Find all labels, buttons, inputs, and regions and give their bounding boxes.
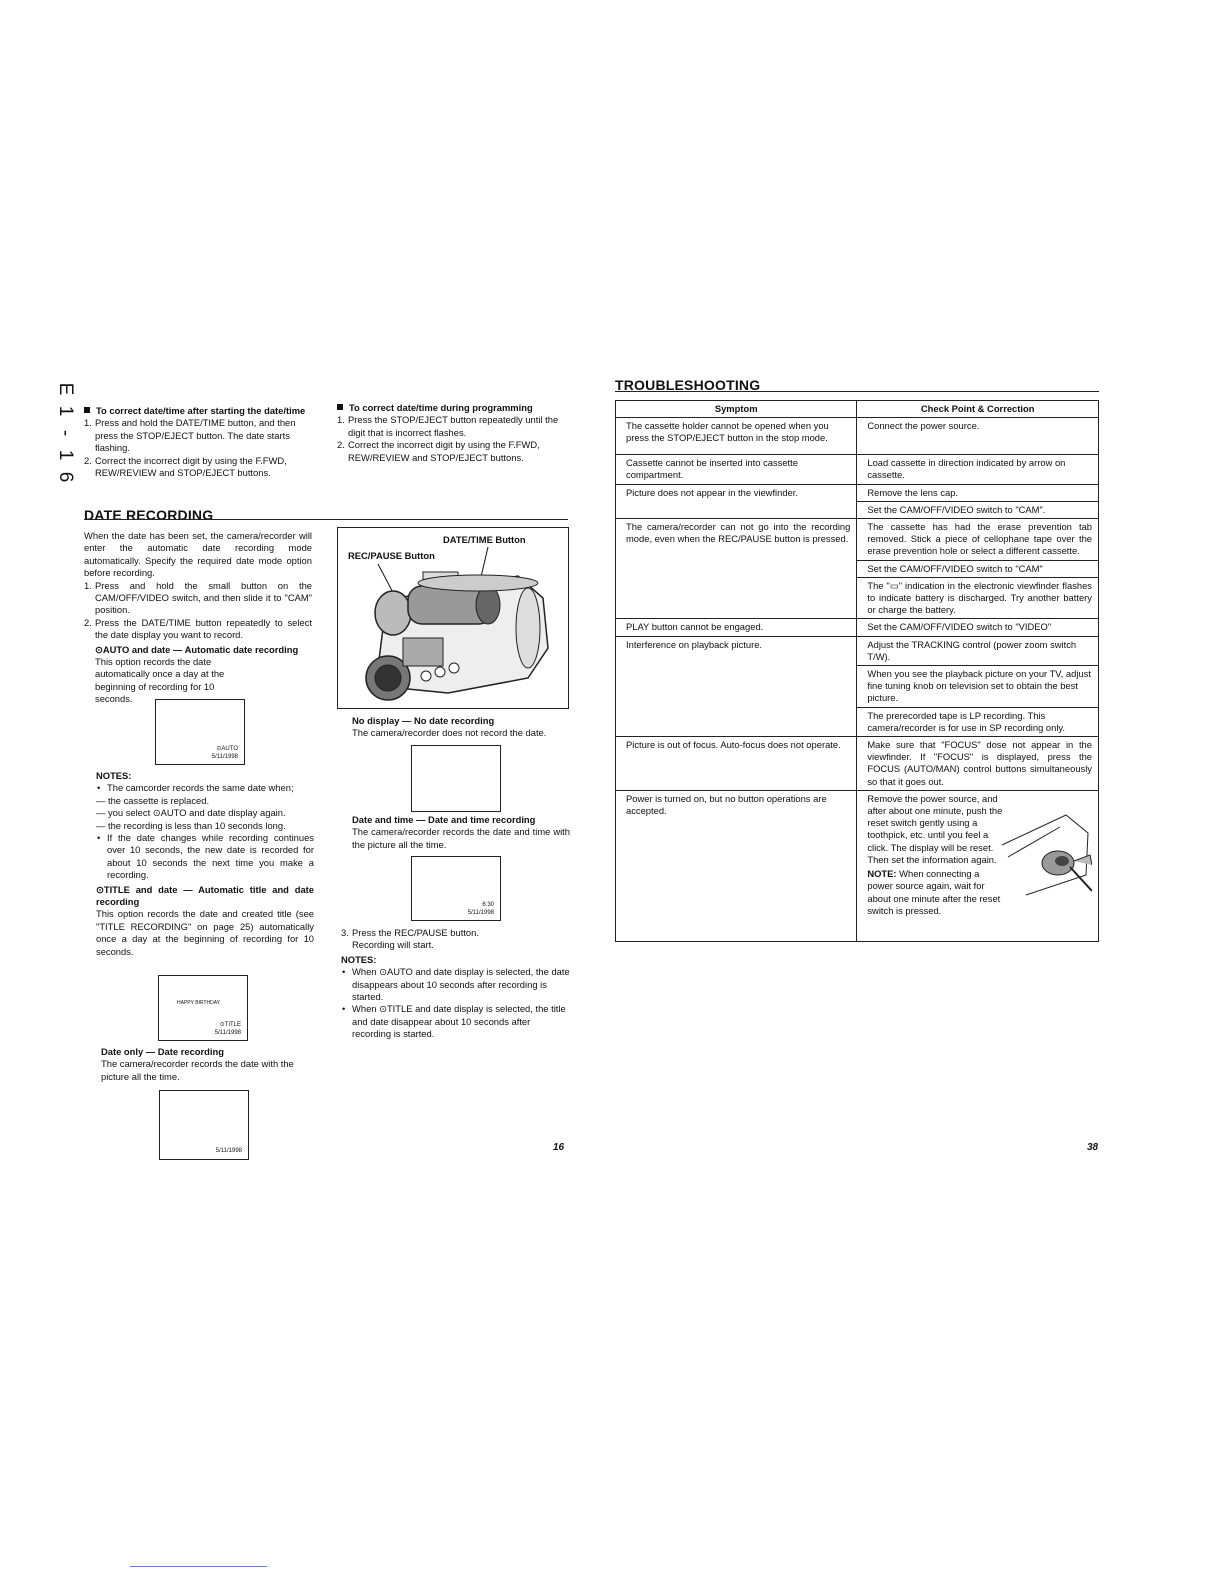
table-row	[616, 636, 1099, 665]
side-label-char: 1	[55, 449, 76, 461]
date-time-text: The camera/recorder records the date and time with the picture all the time.	[352, 826, 570, 850]
correct-during-heading: To correct date/time during programming	[337, 402, 569, 414]
page-number-left: 16	[553, 1142, 565, 1153]
correct-after-heading: To correct date/time after starting the date/time	[84, 405, 312, 417]
notes-section	[96, 770, 314, 958]
table-row	[616, 619, 1099, 636]
date-recording-title: DATE RECORDING	[84, 507, 214, 523]
symptom-cell: Picture is out of focus. Auto-focus does not operate.	[616, 737, 857, 791]
symptom-cell: The camera/recorder can not go into the recording mode, even when the REC/PAUSE button is pressed.	[616, 519, 857, 619]
troubleshooting-title: TROUBLESHOOTING	[615, 377, 761, 393]
date-only-text: The camera/recorder records the date with the picture all the time.	[101, 1058, 294, 1082]
column-header-check: Check Point & Correction	[857, 401, 1099, 418]
no-display-section	[352, 715, 570, 740]
auto-heading: ⊙AUTO and date — Automatic date recording	[95, 643, 299, 655]
list-item: 1. Press and hold the small button on the CAM/OFF/VIDEO switch, and then slide it to "CAM" position.	[84, 579, 312, 616]
camcorder-figure	[337, 527, 569, 709]
side-label-char: -	[55, 429, 76, 437]
date-time-heading: Date and time — Date and time recording	[352, 814, 536, 825]
auto-text: This option records the date automatically once a day at the beginning of recording for 10 seconds.	[95, 656, 225, 705]
camcorder-illustration	[338, 528, 568, 708]
side-label-char: E	[55, 382, 76, 396]
symptom-cell: Power is turned on, but no button operations are accepted.	[616, 790, 857, 941]
bottom-link-line	[130, 1566, 267, 1567]
screen-no-display	[411, 745, 501, 812]
side-label-char: 6	[55, 471, 76, 483]
list-item: • When ⊙AUTO and date display is selected, the date disappears about 10 seconds after recording is started.	[341, 966, 571, 1003]
list-item: 2. Press the DATE/TIME button repeatedly to select the date display you want to record.	[84, 616, 312, 641]
table-row	[616, 455, 1099, 484]
check-cell: When you see the playback picture on your TV, adjust fine tuning knob on television set to obtain the best picture.	[857, 666, 1099, 708]
reset-instructions: Remove the power source, and after about one minute, push the reset switch gently using a toothpick, etc. until you feel a click. The display will be reset. Then set the information again.	[867, 792, 1003, 865]
check-cell: Set the CAM/OFF/VIDEO switch to "CAM"	[857, 560, 1099, 577]
check-cell: Set the CAM/OFF/VIDEO switch to "VIDEO"	[857, 619, 1099, 636]
correct-after-section	[84, 405, 312, 479]
symptom-cell: Cassette cannot be inserted into cassette compartment.	[616, 455, 857, 484]
symptom-cell: The cassette holder cannot be opened when you press the STOP/EJECT button in the stop mode.	[616, 418, 857, 455]
list-item: 1. Press and hold the DATE/TIME button, and then press the STOP/EJECT button. The date starts flashing.	[84, 417, 296, 454]
screen-text: 5/11/1998	[467, 910, 494, 916]
list-item: — the recording is less than 10 seconds long.	[96, 819, 286, 831]
side-page-label	[52, 378, 76, 488]
section-divider	[615, 391, 1099, 392]
no-display-heading: No display — No date recording	[352, 715, 495, 726]
screen-text: ⊙AUTO	[216, 746, 238, 752]
list-item: 3. Press the REC/PAUSE button. Recording will start.	[341, 927, 479, 951]
notes-label: NOTES:	[96, 770, 132, 781]
title-heading: ⊙TITLE and date — Automatic title and date recording	[96, 883, 314, 908]
check-cell: The cassette has had the erase prevention tab removed. Stick a piece of cellophane tape over the erase prevention hole or select a different cassette.	[857, 519, 1099, 561]
check-cell: Load cassette in direction indicated by arrow on cassette.	[857, 455, 1099, 484]
check-cell: The "▭" indication in the electronic viewfinder flashes to indicate battery is discharged. Try another battery or charge the battery.	[857, 577, 1099, 619]
symptom-cell: PLAY button cannot be engaged.	[616, 619, 857, 636]
list-item: — the cassette is replaced.	[96, 794, 210, 806]
date-time-section	[352, 814, 570, 851]
screen-text: 5/11/1998	[211, 754, 238, 760]
symptom-cell: Interference on playback picture.	[616, 636, 857, 736]
check-cell: Set the CAM/OFF/VIDEO switch to "CAM".	[857, 501, 1099, 518]
troubleshooting-table	[615, 400, 1099, 942]
recpause-button-label: REC/PAUSE Button	[348, 550, 435, 561]
check-cell: Adjust the TRACKING control (power zoom switch T/W).	[857, 636, 1099, 665]
table-row	[616, 418, 1099, 455]
screen-text: 5/11/1998	[214, 1030, 241, 1036]
table-row	[616, 519, 1099, 561]
reset-switch-illustration	[1000, 805, 1092, 901]
screen-text: HAPPY BIRTHDAY	[177, 1000, 221, 1006]
screen-text: 5/11/1998	[215, 1148, 242, 1154]
screen-text: ⊙TITLE	[219, 1022, 241, 1028]
check-cell: The prerecorded tape is LP recording. This camera/recorder is for use in SP recording only.	[857, 707, 1099, 736]
title-text: This option records the date and created title (see "TITLE RECORDING" on page 25) automatically once a day at the beginning of recording for 10 seconds.	[96, 908, 314, 957]
date-recording-column	[84, 530, 312, 706]
table-header-row	[616, 401, 1099, 418]
side-label-char: 1	[55, 405, 76, 417]
table-row	[616, 790, 1099, 941]
list-item: • When ⊙TITLE and date display is selected, the title and date disappear about 10 seconds after recording is started.	[341, 1003, 571, 1040]
screen-title-date	[158, 975, 248, 1041]
notes2-label: NOTES:	[341, 953, 377, 965]
intro-text: When the date has been set, the camera/recorder will enter the automatic date recording mode automatically. Specify the required date mode option before recording.	[84, 530, 312, 579]
screen-date-time	[411, 856, 501, 921]
list-item: • The camcorder records the same date when;	[96, 782, 314, 794]
screen-auto-date	[155, 699, 245, 765]
step3-section	[341, 927, 571, 1041]
list-item: 2. Correct the incorrect digit by using the F.FWD, REW/REVIEW and STOP/EJECT buttons.	[84, 454, 287, 479]
column-header-symptom: Symptom	[616, 401, 857, 418]
check-cell: Remove the lens cap.	[857, 484, 1099, 501]
check-cell: Make sure that "FOCUS" dose not appear in the viewfinder. If "FOCUS" is displayed, press the FOCUS (AUTO/MAN) control buttons simultaneously so that it goes out.	[857, 737, 1099, 791]
screen-date-only	[159, 1090, 249, 1160]
check-cell: Connect the power source.	[857, 418, 1099, 455]
date-only-section	[101, 1046, 319, 1083]
note-text: When connecting a power source again, wait for about one minute after the reset switch is pressed.	[867, 868, 1001, 916]
datetime-button-label: DATE/TIME Button	[443, 534, 526, 545]
list-item: 1. Press the STOP/EJECT button repeatedly until the digit that is incorrect flashes.	[337, 414, 559, 438]
list-item: • If the date changes while recording continues over 10 seconds, the new date is recorded for about 10 seconds the next time you make a recording.	[96, 832, 314, 882]
reset-note	[867, 868, 1003, 917]
date-only-heading: Date only — Date recording	[101, 1046, 224, 1057]
table-row	[616, 737, 1099, 791]
symptom-cell: Picture does not appear in the viewfinder.	[616, 484, 857, 518]
list-item: 2. Correct the incorrect digit by using the F.FWD, REW/REVIEW and STOP/EJECT buttons.	[337, 439, 540, 463]
table-row	[616, 484, 1099, 501]
screen-text: 6:30	[482, 902, 494, 908]
section-divider	[84, 519, 568, 520]
no-display-text: The camera/recorder does not record the date.	[352, 727, 547, 739]
note-label: NOTE:	[867, 868, 897, 880]
page-number-right: 38	[1087, 1142, 1099, 1153]
check-cell	[857, 790, 1099, 941]
correct-during-section	[337, 402, 569, 464]
list-item: — you select ⊙AUTO and date display again.	[96, 807, 286, 819]
